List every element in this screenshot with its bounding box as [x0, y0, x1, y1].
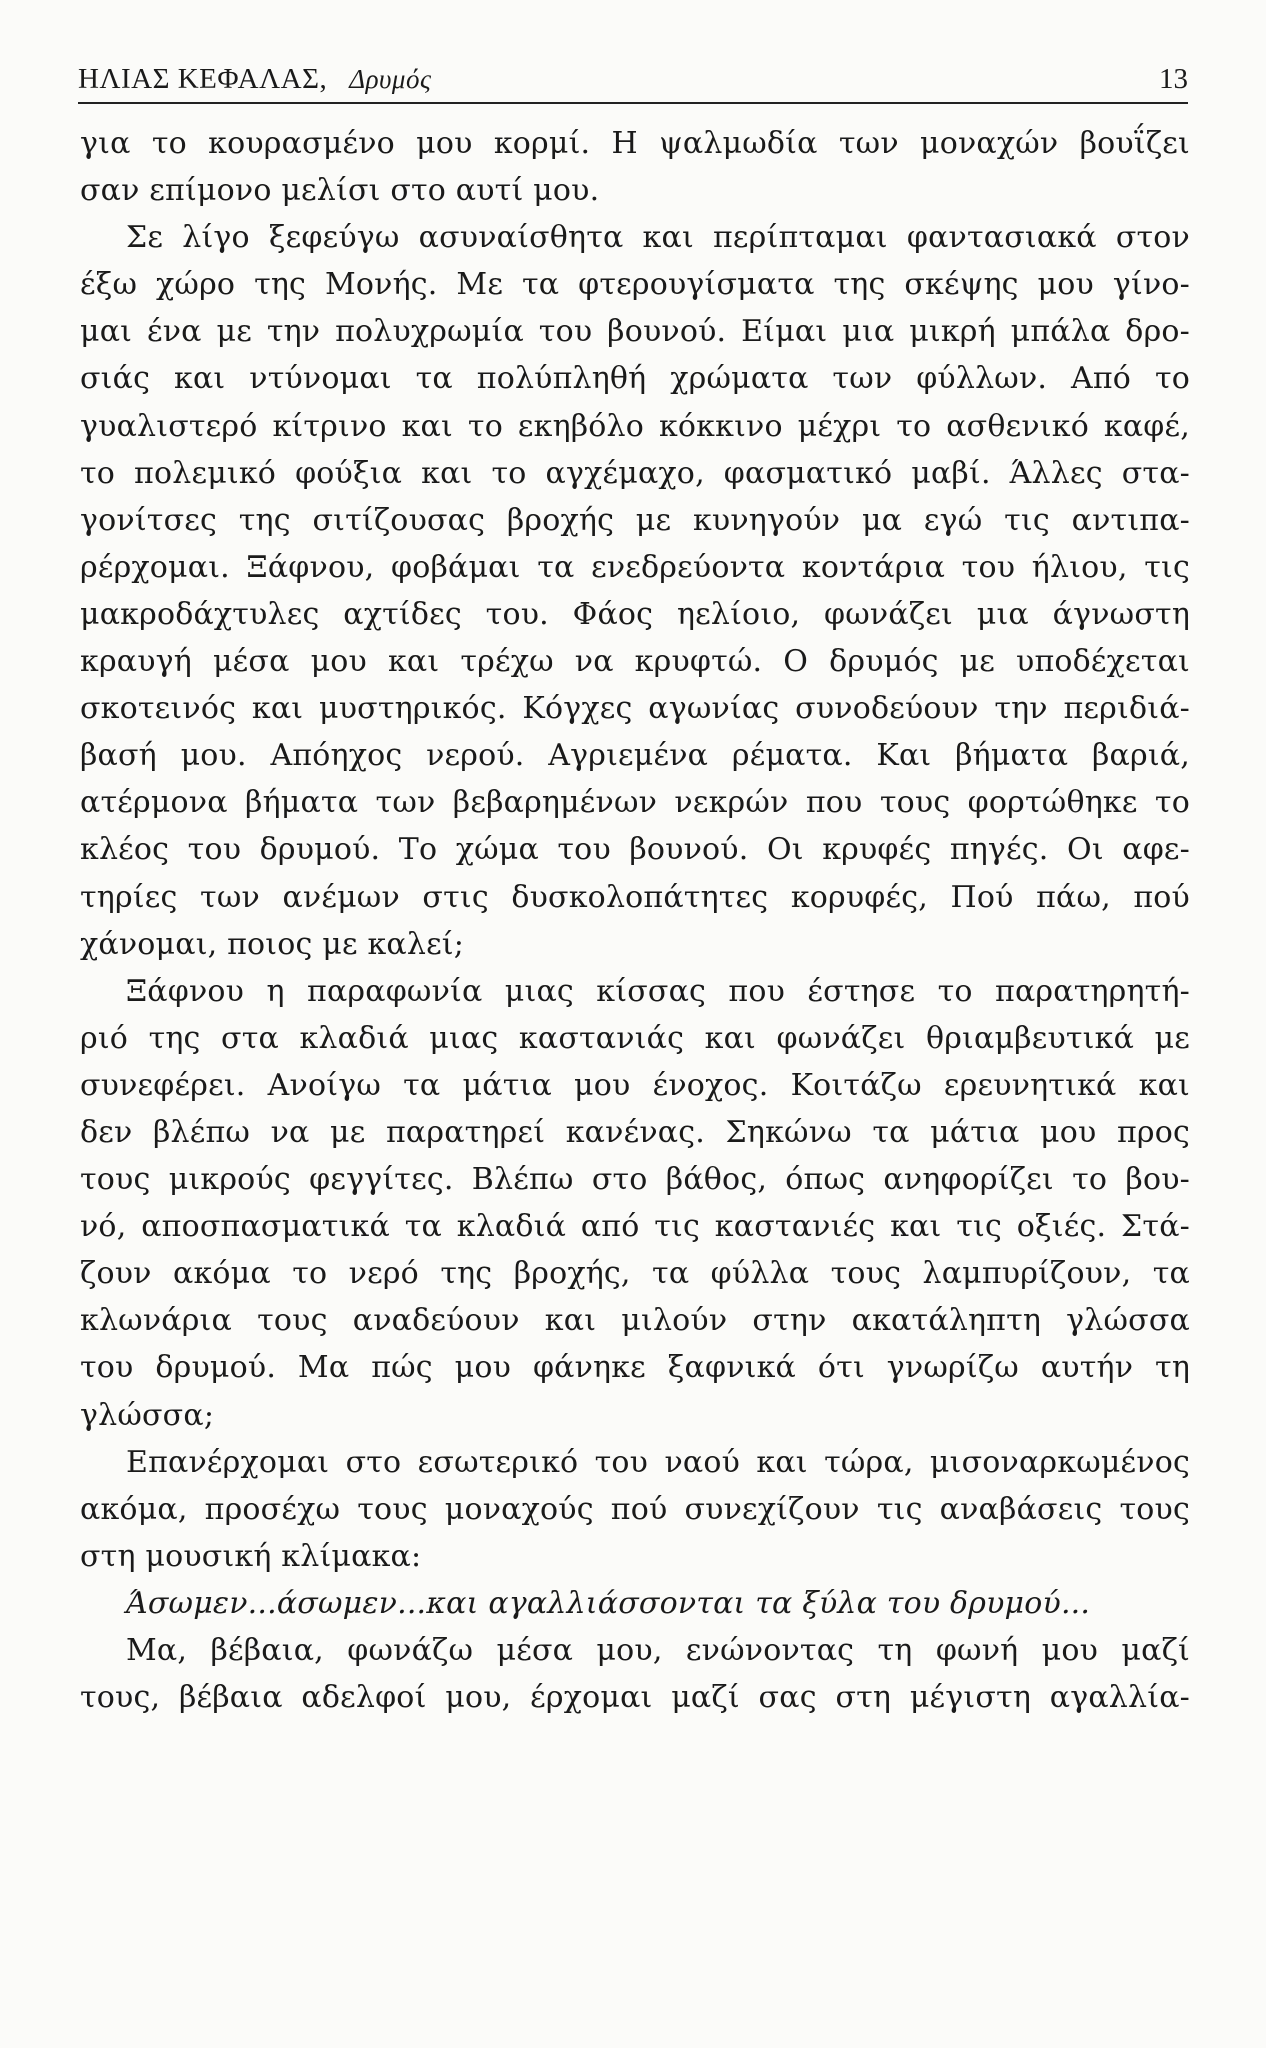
- text-line: Άσωμεν...άσωμεν...και αγαλλιάσσονται τα ξύλα του δρυμού...: [126, 1585, 1091, 1621]
- text-line: Ξάφνου η παραφωνία μιας κίσσας που έστησε το παρατηρητή-: [126, 973, 1190, 1009]
- text-line: τηρίες των ανέμων στις δυσκολοπάτητες κορυφές, Πού πάω, πού: [80, 879, 1190, 915]
- text-line: Μα, βέβαια, φωνάζω μέσα μου, ενώνοντας τη φωνή μου μαζί: [126, 1633, 1190, 1668]
- text-line: δεν βλέπω να με παρατηρεί κανένας. Σηκώνω τα μάτια μου προς: [80, 1114, 1190, 1150]
- running-header: [78, 58, 1188, 104]
- header-work-title: Δρυμός: [349, 64, 432, 94]
- text-line: τους, βέβαια αδελφοί μου, έρχομαι μαζί σας στη μέγιστη αγαλλία-: [80, 1680, 1190, 1716]
- text-line: ακόμα, προσέχω τους μοναχούς πού συνεχίζουν τις αναβάσεις τους: [80, 1491, 1190, 1527]
- text-line: το πολεμικό φούξια και το αγχέμαχο, φασματικό μαβί. Άλλες στα-: [80, 455, 1190, 491]
- header-author: ΗΛΙΑΣ ΚΕΦΑΛΑΣ,: [78, 63, 328, 95]
- text-line: κραυγή μέσα μου και τρέχω να κρυφτώ. Ο δρυμός με υποδέχεται: [80, 644, 1190, 680]
- text-line: γονίτσες της σιτίζουσας βροχής με κυνηγούν μα εγώ τις αντιπα-: [80, 502, 1190, 538]
- text-line: σκοτεινός και μυστηρικός. Κόγχες αγωνίας συνοδεύουν την περιδιά-: [80, 691, 1190, 727]
- text-line: για το κουρασμένο μου κορμί. Η ψαλμωδία των μοναχών βουΐζει: [80, 126, 1190, 161]
- page-number: 13: [1159, 63, 1188, 95]
- text-line: ρέρχομαι. Ξάφνου, φοβάμαι τα ενεδρεύοντα κοντάρια του ήλιου, τις: [80, 549, 1190, 585]
- text-line: χάνομαι, ποιος με καλεί;: [80, 926, 465, 962]
- text-line: σιάς και ντύνομαι τα πολύπληθή χρώματα των φύλλων. Από το: [80, 361, 1190, 397]
- text-line: ατέρμονα βήματα των βεβαρημένων νεκρών που τους φορτώθηκε το: [80, 785, 1190, 821]
- text-line: μακροδάχτυλες αχτίδες του. Φάος ηελίοιο, φωνάζει μια άγνωστη: [80, 596, 1190, 632]
- text-line: τους μικρούς φεγγίτες. Βλέπω στο βάθος, όπως ανηφορίζει το βου-: [80, 1162, 1190, 1198]
- text-line: νό, αποσπασματικά τα κλαδιά από τις καστανιές και τις οξιές. Στά-: [80, 1209, 1190, 1245]
- text-line: έξω χώρο της Μονής. Με τα φτερουγίσματα της σκέψης μου γίνο-: [80, 267, 1190, 303]
- text-line: ριό της στα κλαδιά μιας καστανιάς και φωνάζει θριαμβευτικά με: [80, 1020, 1190, 1056]
- text-line: σαν επίμονο μελίσι στο αυτί μου.: [80, 173, 600, 209]
- text-line: βασή μου. Απόηχος νερού. Αγριεμένα ρέματα. Και βήματα βαριά,: [80, 738, 1190, 774]
- body-text: [80, 120, 1190, 1721]
- text-line: Επανέρχομαι στο εσωτερικό του ναού και τώρα, μισοναρκωμένος: [126, 1444, 1190, 1480]
- text-line: γυαλιστερό κίτρινο και το εκηβόλο κόκκινο μέχρι το ασθενικό καφέ,: [80, 408, 1190, 444]
- text-line: συνεφέρει. Ανοίγω τα μάτια μου ένοχος. Κοιτάζω ερευνητικά και: [80, 1067, 1190, 1103]
- text-line: κλωνάρια τους αναδεύουν και μιλούν στην ακατάληπτη γλώσσα: [80, 1303, 1190, 1339]
- header-author-title: [78, 63, 431, 102]
- text-line: Σε λίγο ξεφεύγω ασυναίσθητα και περίπταμαι φαντασιακά στον: [126, 220, 1190, 256]
- text-line: ζουν ακόμα το νερό της βροχής, τα φύλλα τους λαμπυρίζουν, τα: [80, 1256, 1190, 1292]
- text-line: κλέος του δρυμού. Το χώμα του βουνού. Οι κρυφές πηγές. Οι αφε-: [80, 832, 1190, 868]
- text-line: του δρυμού. Μα πώς μου φάνηκε ξαφνικά ότι γνωρίζω αυτήν τη: [80, 1350, 1190, 1386]
- text-line: μαι ένα με την πολυχρωμία του βουνού. Είμαι μια μικρή μπάλα δρο-: [80, 314, 1190, 350]
- text-line: γλώσσα;: [80, 1397, 215, 1433]
- text-line: στη μουσική κλίμακα:: [80, 1538, 422, 1574]
